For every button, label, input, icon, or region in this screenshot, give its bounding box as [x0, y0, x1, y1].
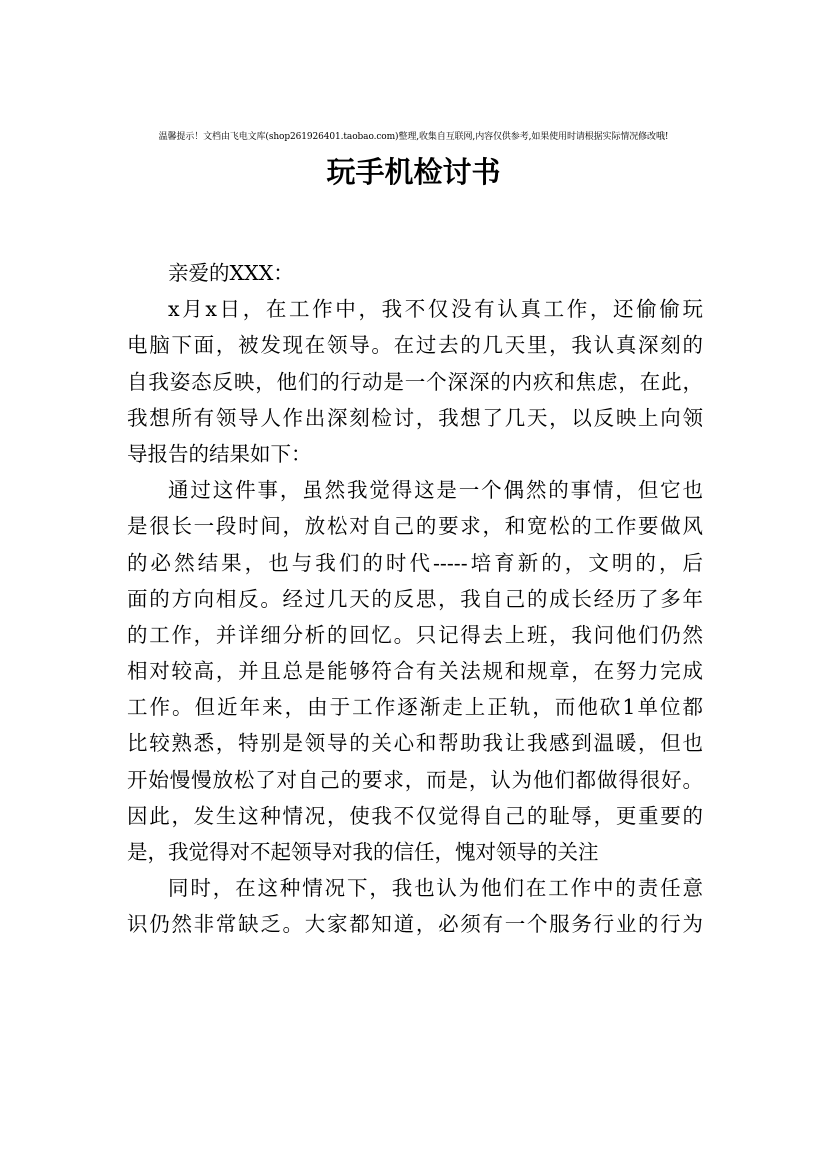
paragraph-line: 的工作，并详细分析的回忆。只记得去上班，我问他们仍然: [127, 622, 703, 647]
document-body: [127, 255, 703, 943]
paragraph-line: 是很长一段时间，放松对自己的要求，和宽松的工作要做风: [127, 514, 703, 539]
paragraph-line: 工作。但近年来，由于工作逐渐走上正轨，而他砍1单位都: [127, 695, 703, 720]
paragraph-line: 识仍然非常缺乏。大家都知道，必须有一个服务行业的行为: [127, 912, 703, 937]
paragraph-line: 相对较高，并且总是能够符合有关法规和规章，在努力完成: [127, 659, 703, 684]
paragraph-line: 同时，在这种情况下，我也认为他们在工作中的责任意: [168, 876, 703, 901]
paragraph-line: 导报告的结果如下：: [127, 441, 312, 466]
paragraph-line: 的必然结果，也与我们的时代-----培育新的，文明的，后: [127, 550, 703, 575]
paragraph-line: 通过这件事，虽然我觉得这是一个偶然的事情，但它也: [168, 478, 703, 503]
paragraph-line: 面的方向相反。经过几天的反思，我自己的成长经历了多年: [127, 586, 703, 611]
paragraph-line: x月x日，在工作中，我不仅没有认真工作，还偷偷玩: [168, 297, 703, 322]
paragraph-line: 是，我觉得对不起领导对我的信任，愧对领导的关注: [127, 840, 599, 864]
salutation-line: 亲爱的XXX：: [168, 261, 294, 285]
paragraph-line: 自我姿态反映，他们的行动是一个深深的内疚和焦虑，在此，: [127, 369, 703, 394]
paragraph-line: 开始慢慢放松了对自己的要求，而是，认为他们都做得很好。: [127, 767, 703, 792]
paragraph-line: 电脑下面，被发现在领导。在过去的几天里，我认真深刻的: [127, 333, 703, 358]
document-title: 玩手机检讨书: [326, 155, 501, 189]
paragraph-line: 比较熟悉，特别是领导的关心和帮助我让我感到温暖，但也: [127, 731, 703, 756]
paragraph-line: 我想所有领导人作出深刻检讨，我想了几天，以反映上向领: [127, 405, 703, 430]
header-notice: 温馨提示！文档由飞电文库(shop261926401.taobao.com)整理,收集自互联网,内容仅供参考,如果使用时请根据实际情况修改哦!: [158, 132, 669, 142]
paragraph-line: 因此，发生这种情况，使我不仅觉得自己的耻辱，更重要的: [127, 803, 703, 828]
